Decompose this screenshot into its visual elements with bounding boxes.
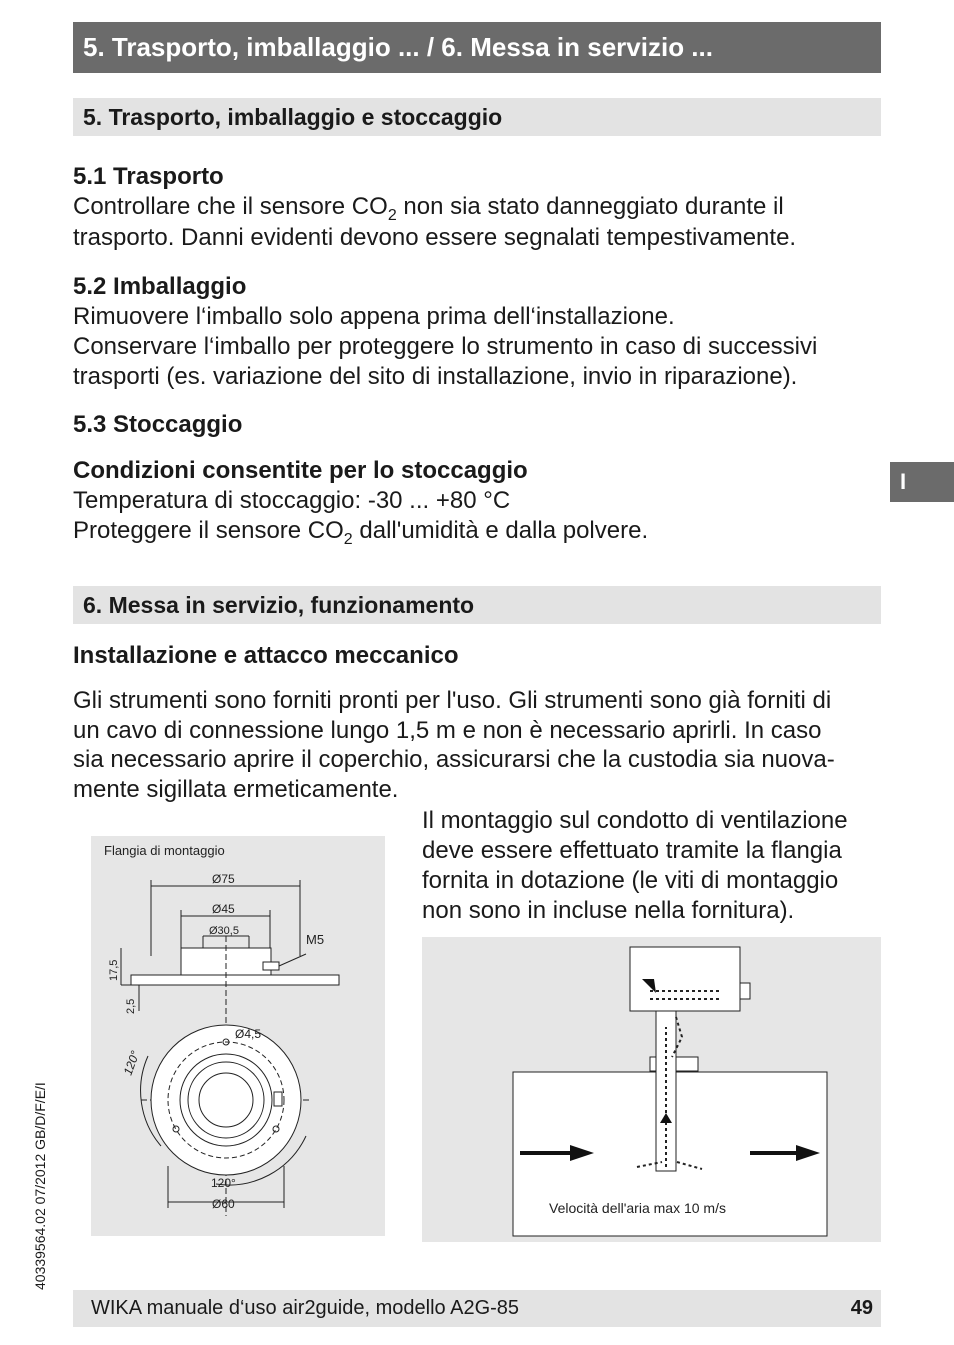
mounting-line-4: non sono in incluse nella fornitura). <box>422 897 795 924</box>
dim-2: 2,5 <box>125 998 137 1014</box>
section-6-title: 6. Messa in servizio, funzionamento <box>73 586 881 624</box>
paragraph-5-2-line-3: trasporti (es. variazione del sito di installazione, invio in riparazione). <box>73 363 798 390</box>
page-footer <box>73 1290 881 1327</box>
angle-120-bottom: 120° <box>211 1176 236 1190</box>
dim-75: Ø75 <box>212 872 235 886</box>
storage-temperature: Temperatura di stoccaggio: -30 ... +80 °C <box>73 487 511 514</box>
paragraph-6-line-1: Gli strumenti sono forniti pronti per l'uso. Gli strumenti sono già forniti di <box>73 687 832 714</box>
heading-5-1: 5.1 Trasporto <box>73 163 224 190</box>
paragraph-5-2-line-1: Rimuovere l‘imballo solo appena prima dell‘installazione. <box>73 303 675 330</box>
paragraph-6-line-2: un cavo di connessione lungo 1,5 m e non è necessario aprirli. In caso <box>73 717 822 744</box>
paragraph-5-2-line-2: Conservare l‘imballo per proteggere lo strumento in caso di successivi <box>73 333 818 360</box>
flange-drawing <box>91 836 385 1236</box>
dim-60: Ø60 <box>212 1197 235 1211</box>
section-5-title: 5. Trasporto, imballaggio e stoccaggio <box>73 98 881 136</box>
language-tab: I <box>890 462 954 502</box>
heading-5-3: 5.3 Stoccaggio <box>73 411 243 438</box>
paragraph-6-line-4: mente sigillata ermeticamente. <box>73 776 399 803</box>
paragraph-5-1-line-2: trasporto. Danni evidenti devono essere segnalati tempestivamente. <box>73 224 797 251</box>
paragraph-6-line-3: sia necessario aprire il coperchio, assicurarsi che la custodia sia nuova- <box>73 746 835 773</box>
storage-protection: Proteggere il sensore $CO_2$ dall'umidità e dalla polvere. <box>73 517 649 548</box>
mounting-line-1: Il montaggio sul condotto di ventilazione <box>422 807 848 834</box>
page-header: 5. Trasporto, imballaggio ... / 6. Messa in servizio ... <box>73 22 881 73</box>
mounting-line-3: fornita in dotazione (le viti di montaggio <box>422 867 839 894</box>
heading-storage-conditions: Condizioni consentite per lo stoccaggio <box>73 457 528 484</box>
mounting-line-2: deve essere effettuato tramite la flangia <box>422 837 842 864</box>
page-number: 49 <box>850 1297 873 1319</box>
paragraph-5-1-line-1: Controllare che il sensore $CO_2$ non sia stato danneggiato durante il <box>73 193 784 224</box>
document-code: 40339564.02 07/2012 GB/D/F/E/I <box>32 1082 48 1290</box>
duct-drawing <box>422 937 881 1242</box>
angle-120-left: 120° <box>120 1048 143 1078</box>
dim-hole: Ø4,5 <box>235 1027 262 1041</box>
dim-45: Ø45 <box>212 902 235 916</box>
heading-5-2: 5.2 Imballaggio <box>73 273 247 300</box>
flange-figure <box>91 836 385 1236</box>
dim-17: 17,5 <box>108 959 120 981</box>
duct-figure <box>422 937 881 1242</box>
dim-30: Ø30,5 <box>209 925 239 937</box>
footer-text: WIKA manuale d‘uso air2guide, modello A2G-85 <box>91 1297 520 1319</box>
duct-caption: Velocità dell'aria max 10 m/s <box>549 1200 726 1216</box>
flange-caption: Flangia di montaggio <box>104 843 225 858</box>
dim-m5: M5 <box>306 932 325 947</box>
heading-installation: Installazione e attacco meccanico <box>73 642 459 669</box>
